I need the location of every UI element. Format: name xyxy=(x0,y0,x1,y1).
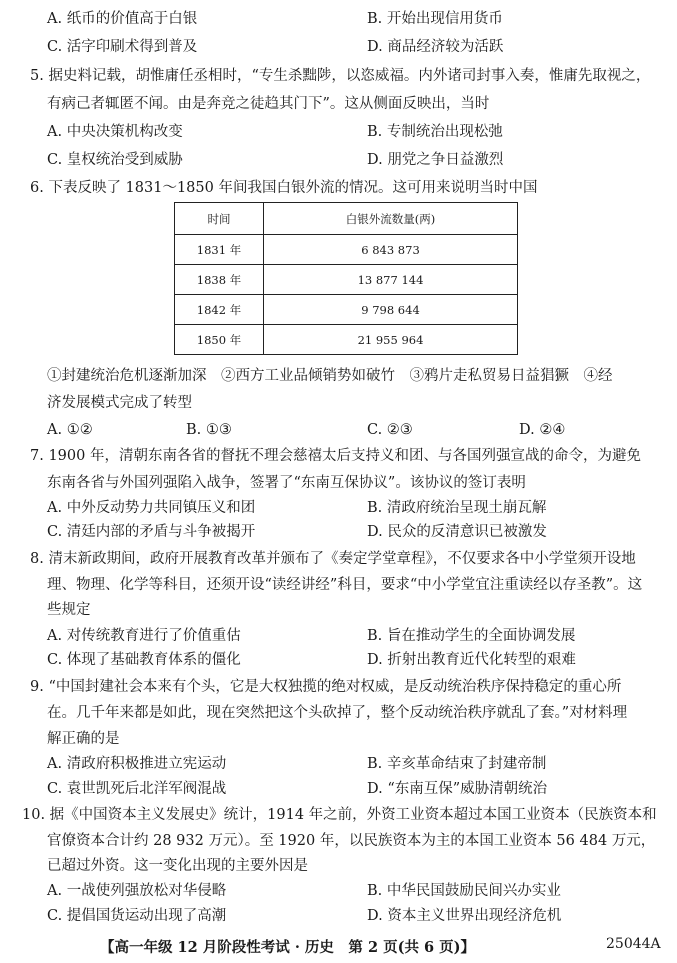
q6-option-a: A. ①② xyxy=(47,422,93,438)
q5-option-c: C. 皇权统治受到威胁 xyxy=(47,152,183,168)
q6-option-c: C. ②③ xyxy=(367,422,413,438)
q9-option-d: D. “东南互保”威胁清朝统治 xyxy=(367,781,548,797)
q4-option-c: C. 活字印刷术得到普及 xyxy=(47,39,198,55)
q9-option-b: B. 辛亥革命结束了封建帝制 xyxy=(367,756,547,772)
table-cell-year: 1838 年 xyxy=(175,265,264,295)
q8-option-a: A. 对传统教育进行了价值重估 xyxy=(47,628,241,644)
q8-option-d: D. 折射出教育近代化转型的艰难 xyxy=(367,652,576,668)
q6-items-line-2: 济发展模式完成了转型 xyxy=(47,395,192,411)
q9-stem-line-2: 在。几千年来都是如此，现在突然把这个头砍掉了，整个反动统治秩序就乱了套。”对材料理 xyxy=(47,705,628,721)
q4-option-d: D. 商品经济较为活跃 xyxy=(367,39,504,55)
q7-option-a: A. 中外反动势力共同镇压义和团 xyxy=(47,500,256,516)
q10-stem-line-1: 10. 据《中国资本主义发展史》统计，1914 年之前，外资工业资本超过本国工业资本（民族资本和 xyxy=(22,807,657,823)
table-cell-amount: 21 955 964 xyxy=(264,325,518,355)
q5-option-b: B. 专制统治出现松弛 xyxy=(367,124,503,140)
q7-option-c: C. 清廷内部的矛盾与斗争被揭开 xyxy=(47,524,256,540)
q8-stem-line-2: 理、物理、化学等科目，还须开设“读经讲经”科目，要求“中小学堂宜注重读经以存圣教”。这 xyxy=(47,577,643,593)
table-cell-amount: 6 843 873 xyxy=(264,235,518,265)
q5-option-d: D. 朋党之争日益激烈 xyxy=(367,152,504,168)
q7-option-d: D. 民众的反清意识已被激发 xyxy=(367,524,547,540)
q9-stem-line-1: 9. “中国封建社会本来有个头，它是大权独揽的绝对权威，是反动统治秩序保持稳定的重心所 xyxy=(30,679,622,695)
q4-option-a: A. 纸币的价值高于白银 xyxy=(47,11,198,27)
q9-option-c: C. 袁世凯死后北洋军阀混战 xyxy=(47,781,227,797)
table-row xyxy=(175,265,518,295)
table-cell-amount: 9 798 644 xyxy=(264,295,518,325)
exam-code: 25044A xyxy=(606,936,661,952)
q6-items-line-1: ①封建统治危机逐渐加深 ②西方工业品倾销势如破竹 ③鸦片走私贸易日益猖獗 ④经 xyxy=(47,368,613,384)
table-cell-year: 1831 年 xyxy=(175,235,264,265)
q8-stem-line-3: 些规定 xyxy=(47,602,91,618)
table-row xyxy=(175,295,518,325)
q8-option-c: C. 体现了基础教育体系的僵化 xyxy=(47,652,241,668)
q10-option-a: A. 一战使列强放松对华侵略 xyxy=(47,883,227,899)
page-footer: 【高一年级 12 月阶段性考试 · 历史 第 2 页(共 6 页)】 xyxy=(100,939,476,956)
table-header-row xyxy=(175,203,518,235)
table-row xyxy=(175,235,518,265)
q8-stem-line-1: 8. 清末新政期间，政府开展教育改革并颁布了《奏定学堂章程》，不仅要求各中小学堂须开设地 xyxy=(30,551,636,567)
q8-option-b: B. 旨在推动学生的全面协调发展 xyxy=(367,628,576,644)
table-cell-year: 1842 年 xyxy=(175,295,264,325)
q5-stem-line-1: 5. 据史料记载，胡惟庸任丞相时，“专生杀黜陟，以恣威福。内外诸司封事入奏，惟庸先取视之， xyxy=(30,68,651,84)
q9-stem-line-3: 解正确的是 xyxy=(47,731,120,747)
table-cell-year: 1850 年 xyxy=(175,325,264,355)
q7-option-b: B. 清政府统治呈现土崩瓦解 xyxy=(367,500,547,516)
q7-stem-line-1: 7. 1900 年，清朝东南各省的督抚不理会慈禧太后支持义和团、与各国列强宣战的命令，为避免 xyxy=(30,448,641,464)
q5-stem-line-2: 有病己者辄匿不闻。由是奔竞之徒趋其门下”。这从侧面反映出，当时 xyxy=(47,96,490,112)
q10-stem-line-2: 官僚资本合计约 28 932 万元）。至 1920 年，以民族资本为主的本国工业资本 56 484 万元， xyxy=(47,833,656,849)
silver-outflow-table xyxy=(174,202,518,355)
q5-option-a: A. 中央决策机构改变 xyxy=(47,124,183,140)
q10-option-c: C. 提倡国货运动出现了高潮 xyxy=(47,908,227,924)
table-header-year: 时间 xyxy=(175,203,264,235)
q10-option-b: B. 中华民国鼓励民间兴办实业 xyxy=(367,883,561,899)
table-row xyxy=(175,325,518,355)
q6-option-d: D. ②④ xyxy=(519,422,566,438)
q9-option-a: A. 清政府积极推进立宪运动 xyxy=(47,756,227,772)
q10-option-d: D. 资本主义世界出现经济危机 xyxy=(367,908,562,924)
q7-stem-line-2: 东南各省与外国列强陷入战争，签署了“东南互保协议”。该协议的签订表明 xyxy=(47,475,526,491)
q6-option-b: B. ①③ xyxy=(186,422,232,438)
table-header-amount: 白银外流数量(两) xyxy=(264,203,518,235)
table-cell-amount: 13 877 144 xyxy=(264,265,518,295)
q4-option-b: B. 开始出现信用货币 xyxy=(367,11,503,27)
q6-stem: 6. 下表反映了 1831～1850 年间我国白银外流的情况。这可用来说明当时中国 xyxy=(30,180,538,196)
q10-stem-line-3: 已超过外资。这一变化出现的主要外因是 xyxy=(47,858,308,874)
